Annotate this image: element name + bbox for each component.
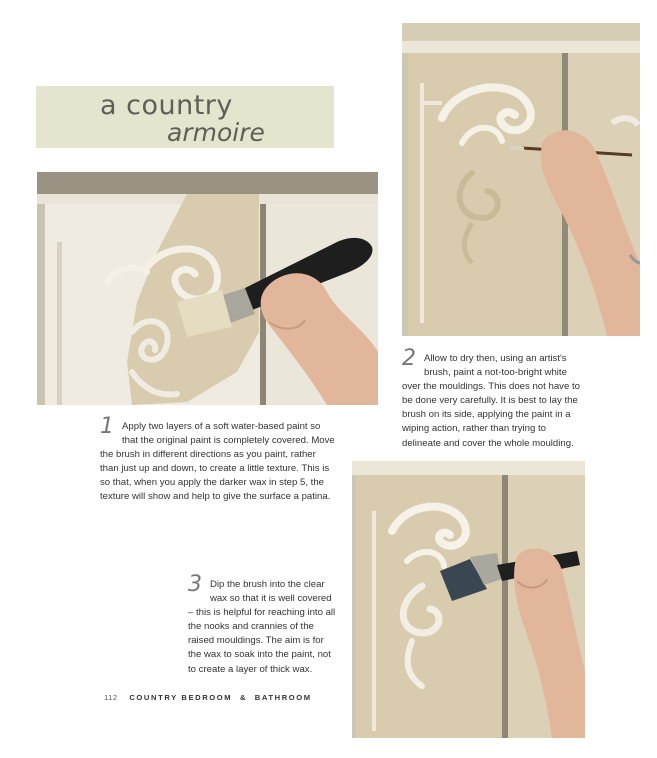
page-footer <box>104 693 312 702</box>
step-3-text: Dip the brush into the clear wax so that it is well covered – this is helpful for reaching into all the nooks and crannies of the raised mouldings. The aim is for the wax to soak into the paint, not to create a layer of thick wax. <box>188 579 336 675</box>
page-number: 112 <box>104 693 118 702</box>
step-3-number: 3 <box>188 572 202 597</box>
title-banner <box>36 86 334 148</box>
photo-step-1 <box>37 172 378 405</box>
photo-step-2 <box>402 23 640 336</box>
section-name-part1: COUNTRY BEDROOM <box>129 693 233 702</box>
section-name-part2: BATHROOM <box>254 693 312 702</box>
section-ampersand: & <box>239 693 248 702</box>
step-1-number: 1 <box>100 414 114 439</box>
step-2-text: Allow to dry then, using an artist's brush, paint a not-too-bright white over the mouldings. This does not have to be done very carefully. It is best to lay the brush on its side, applying the paint in a wiping action, rather than trying to delineate and cover the whole moulding. <box>402 353 580 449</box>
photo-step-3 <box>352 461 585 738</box>
step-2-instructions <box>402 346 587 451</box>
step-1-text: Apply two layers of a soft water-based paint so that the original paint is completely covered. Move the brush in different directions as you paint, rather than just up and down, to create a little texture. This is so that, when you apply the darker wax in step 5, the texture will show and help to give the surface a patina. <box>100 421 335 503</box>
page-title-line2: armoire <box>167 118 265 147</box>
step-2-number: 2 <box>402 346 416 371</box>
page-title-line1: a country <box>100 90 233 121</box>
step-1-instructions <box>100 414 336 505</box>
step-3-instructions <box>188 572 338 677</box>
